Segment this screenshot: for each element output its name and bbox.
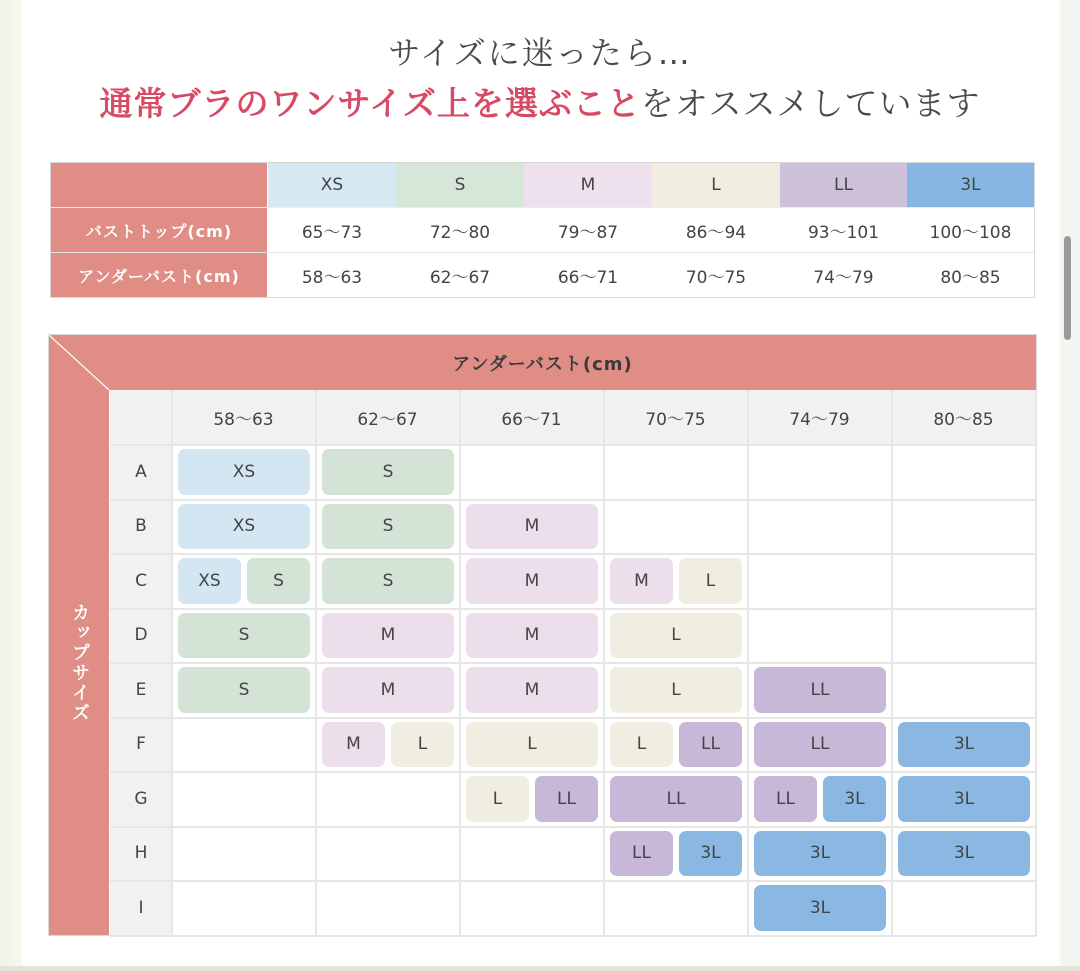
size-pill: L: [610, 722, 673, 768]
size-pill: S: [178, 667, 310, 713]
grid-column-line: [171, 390, 173, 935]
bust-top-cell: 100～108: [929, 222, 1012, 243]
bust-top-cell: 72～80: [429, 222, 491, 243]
size-pill: M: [322, 667, 454, 713]
under-bust-column-header: 58～63: [172, 390, 315, 445]
under-bust-column-header: 80～85: [892, 390, 1035, 445]
size-pill: L: [610, 667, 742, 713]
size-pill: M: [466, 667, 598, 713]
size-pill: LL: [754, 722, 886, 768]
heading-rest: をオススメしています: [640, 84, 981, 123]
size-pill: XS: [178, 558, 241, 604]
size-pill: L: [391, 722, 454, 768]
size-header-m: M: [524, 163, 652, 207]
size-header-3l: 3L: [907, 163, 1034, 207]
under-bust-cell: 62～67: [429, 267, 491, 288]
size-pill: M: [466, 558, 598, 604]
bust-top-cell: 93～101: [807, 222, 880, 243]
size-pill: S: [322, 504, 454, 550]
cup-size-chart: [48, 334, 1037, 936]
size-pill: LL: [679, 722, 742, 768]
scrollbar-track[interactable]: [1060, 0, 1080, 971]
size-pill: L: [610, 613, 742, 659]
size-header-s: S: [396, 163, 524, 207]
scrollbar-thumb[interactable]: [1064, 236, 1071, 340]
grid-column-line: [603, 390, 605, 935]
size-pill: S: [247, 558, 310, 604]
size-pill: M: [322, 722, 385, 768]
size-pill: M: [466, 613, 598, 659]
size-header-l: L: [652, 163, 780, 207]
cup-row-header: C: [110, 554, 172, 608]
under-bust-column-header: 70～75: [604, 390, 747, 445]
size-pill: S: [322, 449, 454, 495]
size-pill: M: [322, 613, 454, 659]
under-bust-column-header: 62～67: [316, 390, 459, 445]
grid-row-line: [110, 717, 1036, 719]
grid-row-line: [110, 880, 1036, 882]
under-bust-cell: 80～85: [940, 267, 1001, 288]
size-header-ll: LL: [780, 163, 907, 207]
grid-column-line: [459, 390, 461, 935]
size-pill: LL: [754, 776, 817, 822]
size-pill: 3L: [898, 776, 1030, 822]
size-pill: XS: [178, 504, 310, 550]
grid-column-line: [1035, 390, 1037, 935]
heading-emphasis: 通常ブラのワンサイズ上を選ぶこと: [99, 84, 641, 123]
under-bust-column-header: 66～71: [460, 390, 603, 445]
cup-row-header: B: [110, 500, 172, 554]
size-pill: LL: [535, 776, 598, 822]
heading-line1: サイズに迷ったら…: [388, 34, 692, 72]
size-pill: LL: [754, 667, 886, 713]
cup-row-header: A: [110, 445, 172, 499]
cup-row-header: G: [110, 772, 172, 826]
page-bottom-edge: [0, 966, 1080, 971]
cup-row-header: F: [110, 718, 172, 772]
size-table: [50, 162, 1035, 298]
size-pill: LL: [610, 831, 673, 877]
under-bust-cell: 74～79: [813, 267, 874, 288]
grid-corner-cell: [110, 390, 171, 445]
size-header-xs: XS: [268, 163, 396, 207]
size-pill: M: [466, 504, 598, 550]
cup-row-header: D: [110, 609, 172, 663]
size-pill: 3L: [823, 776, 886, 822]
size-pill: XS: [178, 449, 310, 495]
cup-row-header: H: [110, 827, 172, 881]
size-pill: 3L: [754, 831, 886, 877]
row-label-under-bust: アンダーバスト(cm): [51, 253, 267, 297]
grid-row-line: [110, 826, 1036, 828]
bust-top-cell: 79～87: [557, 222, 619, 243]
size-pill: S: [322, 558, 454, 604]
cup-row-header: I: [110, 881, 172, 935]
grid-row-line: [110, 444, 1036, 446]
grid-row-line: [110, 553, 1036, 555]
under-bust-cell: 58～63: [301, 267, 363, 288]
size-pill: M: [610, 558, 673, 604]
size-pill: S: [178, 613, 310, 659]
cup-size-title: カップサイズ: [69, 602, 90, 723]
size-pill: 3L: [754, 885, 886, 931]
under-bust-column-header: 74～79: [748, 390, 891, 445]
heading-line2: [0, 78, 1080, 125]
grid-column-line: [747, 390, 749, 935]
row-label-bust-top: バストトップ(cm): [51, 208, 267, 252]
size-pill: 3L: [898, 831, 1030, 877]
size-pill: L: [466, 776, 529, 822]
under-bust-header-title: アンダーバスト(cm): [452, 353, 633, 375]
size-table-corner: [51, 163, 267, 207]
bust-top-cell: 65～73: [301, 222, 363, 243]
size-pill: L: [679, 558, 742, 604]
grid-row-line: [110, 935, 1036, 937]
size-pill: LL: [610, 776, 742, 822]
corner-diagonal: [49, 335, 109, 390]
size-pill: L: [466, 722, 598, 768]
under-bust-cell: 66～71: [557, 267, 619, 288]
grid-row-line: [110, 499, 1036, 501]
grid-row-line: [110, 662, 1036, 664]
size-pill: 3L: [898, 722, 1030, 768]
cup-row-header: E: [110, 663, 172, 717]
grid-row-line: [110, 608, 1036, 610]
size-pill: 3L: [679, 831, 742, 877]
grid-column-line: [891, 390, 893, 935]
under-bust-cell: 70～75: [685, 267, 747, 288]
grid-column-line: [315, 390, 317, 935]
grid-row-line: [110, 771, 1036, 773]
bust-top-cell: 86～94: [685, 222, 747, 243]
